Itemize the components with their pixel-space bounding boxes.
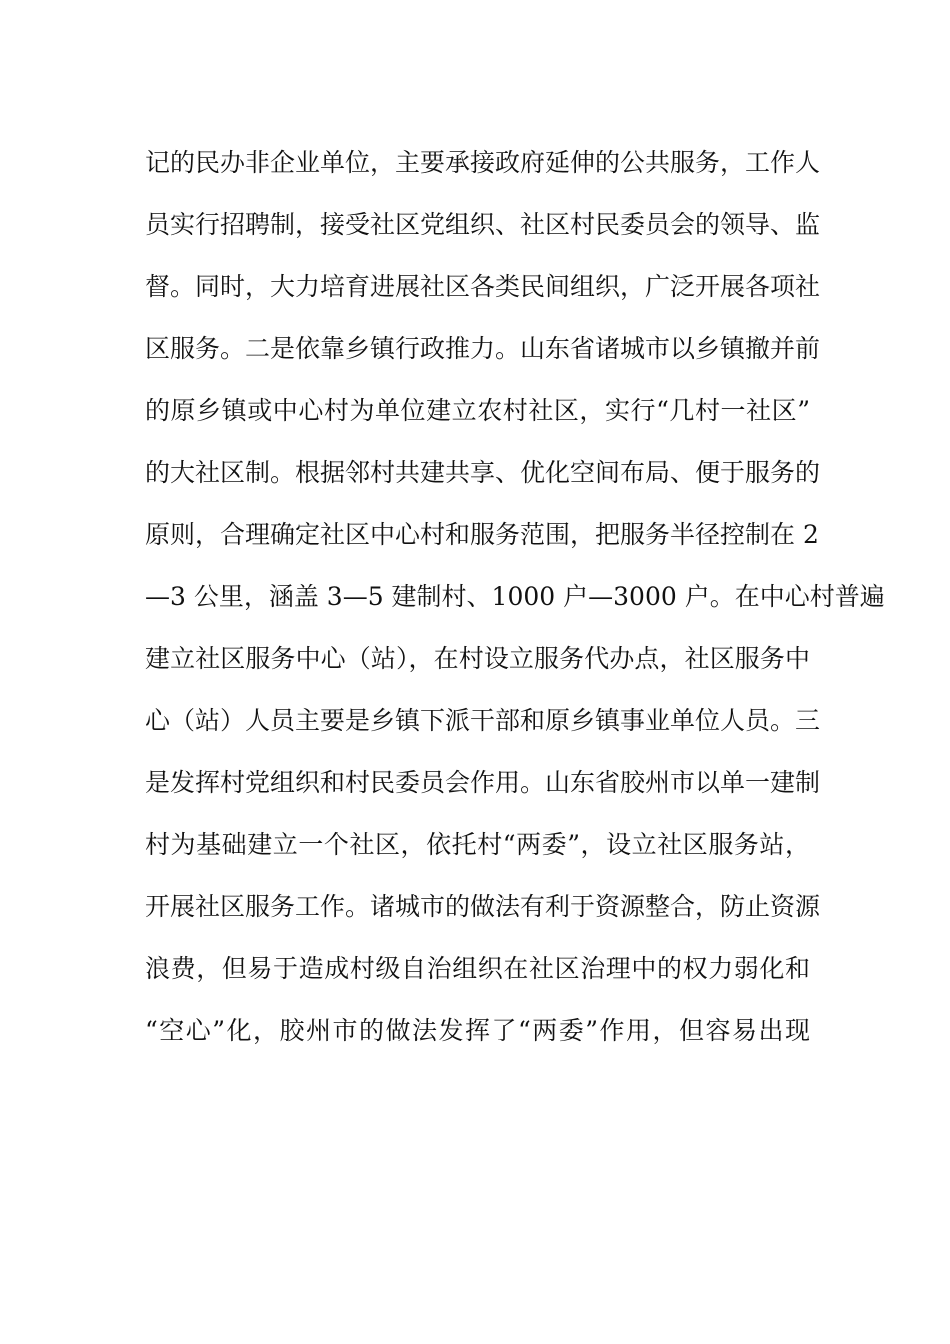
text-line: 村为基础建立一个社区，依托村“两委”，设立社区服务站， [145,830,810,859]
body-text [145,132,885,1062]
text-line: 心（站）人员主要是乡镇下派干部和原乡镇事业单位人员。三 [145,706,821,735]
text-line: 建立社区服务中心（站），在村设立服务代办点，社区服务中 [145,644,810,673]
text-line: —3 公里，涵盖 3—5 建制村、1000 户—3000 户。在中心村普遍 [145,582,885,611]
text-line: 开展社区服务工作。诸城市的做法有利于资源整合，防止资源 [145,892,821,921]
text-line: 督。同时，大力培育进展社区各类民间组织，广泛开展各项社 [145,272,821,301]
text-line: 原则，合理确定社区中心村和服务范围，把服务半径控制在 2 [145,520,819,549]
text-line: 的大社区制。根据邻村共建共享、优化空间布局、便于服务的 [145,458,821,487]
text-line: 记的民办非企业单位，主要承接政府延伸的公共服务，工作人 [145,148,821,177]
text-line: 员实行招聘制，接受社区党组织、社区村民委员会的领导、监 [145,210,821,239]
text-line: 是发挥村党组织和村民委员会作用。山东省胶州市以单一建制 [145,768,821,797]
text-line: 区服务。二是依靠乡镇行政推力。山东省诸城市以乡镇撤并前 [145,334,821,363]
text-line: 浪费，但易于造成村级自治组织在社区治理中的权力弱化和 [145,954,810,983]
text-line: 的原乡镇或中心村为单位建立农村社区，实行“几村一社区” [145,396,810,425]
text-line: “空心”化，胶州市的做法发挥了“两委”作用，但容易出现 [145,1016,810,1045]
